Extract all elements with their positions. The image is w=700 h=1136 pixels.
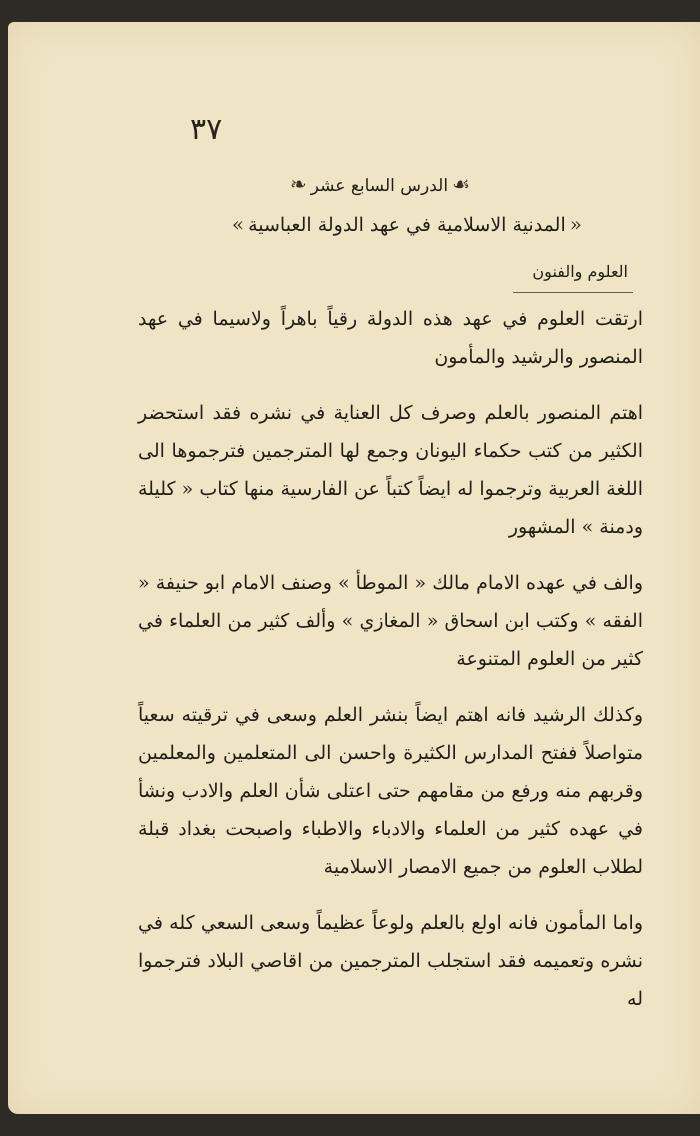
paragraph: اهتم المنصور بالعلم وصرف كل العناية في نشره فقد استحضر الكثير من كتب حكماء اليونان وجمع لها المترجمين فترجموها الى اللغة العربية وترجموا له ايضاً كتباً عن الفارسية منها كتاب « كليلة ودمنة » المشهور xyxy=(138,402,643,538)
lesson-heading xyxy=(260,172,500,196)
lesson-title-text: المدنية الاسلامية في عهد الدولة العباسية xyxy=(248,214,566,236)
title-bracket-right: « xyxy=(569,212,582,236)
paragraph: وكذلك الرشيد فانه اهتم ايضاً بنشر العلم وسعى في ترقيته سعياً متواصلاً ففتح المدارس الكثيرة واحسن الى المتعلمين والمعلمين وقربهم منه ورفع من مقامهم حتى اعتلى شأن العلم والادب ونشأ في عهده كثير من العلماء والادباء والاطباء واصبحت بغداد قبلة لطلاب العلوم من جميع الامصار الاسلامية xyxy=(138,704,643,878)
paragraph: ارتقت العلوم في عهد هذه الدولة رقياً باهراً ولاسيما في عهد المنصور والرشيد والمأمون xyxy=(138,308,643,368)
lesson-heading-text: الدرس السابع عشر xyxy=(310,176,449,196)
section-underline xyxy=(513,292,633,293)
body-text xyxy=(138,300,643,1036)
title-bracket-left: » xyxy=(231,212,245,236)
paragraph: واما المأمون فانه اولع بالعلم ولوعاً عظيماً وسعى السعي كله في نشره وتعميمه فقد استجلب المترجمين من اقاصي البلاد فترجموا له xyxy=(138,912,643,1010)
lesson-title xyxy=(231,212,586,236)
ornament-left-icon: ❧ xyxy=(289,172,307,196)
section-heading: العلوم والفنون xyxy=(532,262,628,281)
ornament-right-icon: ☙ xyxy=(452,172,470,196)
paragraph: والف في عهده الامام مالك « الموطأ » وصنف الامام ابو حنيفة « الفقه » وكتب ابن اسحاق « المغازي » وألف كثير من العلماء في كثير من العلوم المتنوعة xyxy=(138,572,643,670)
book-page xyxy=(8,22,700,1114)
page-number: ٣٧ xyxy=(190,112,223,147)
